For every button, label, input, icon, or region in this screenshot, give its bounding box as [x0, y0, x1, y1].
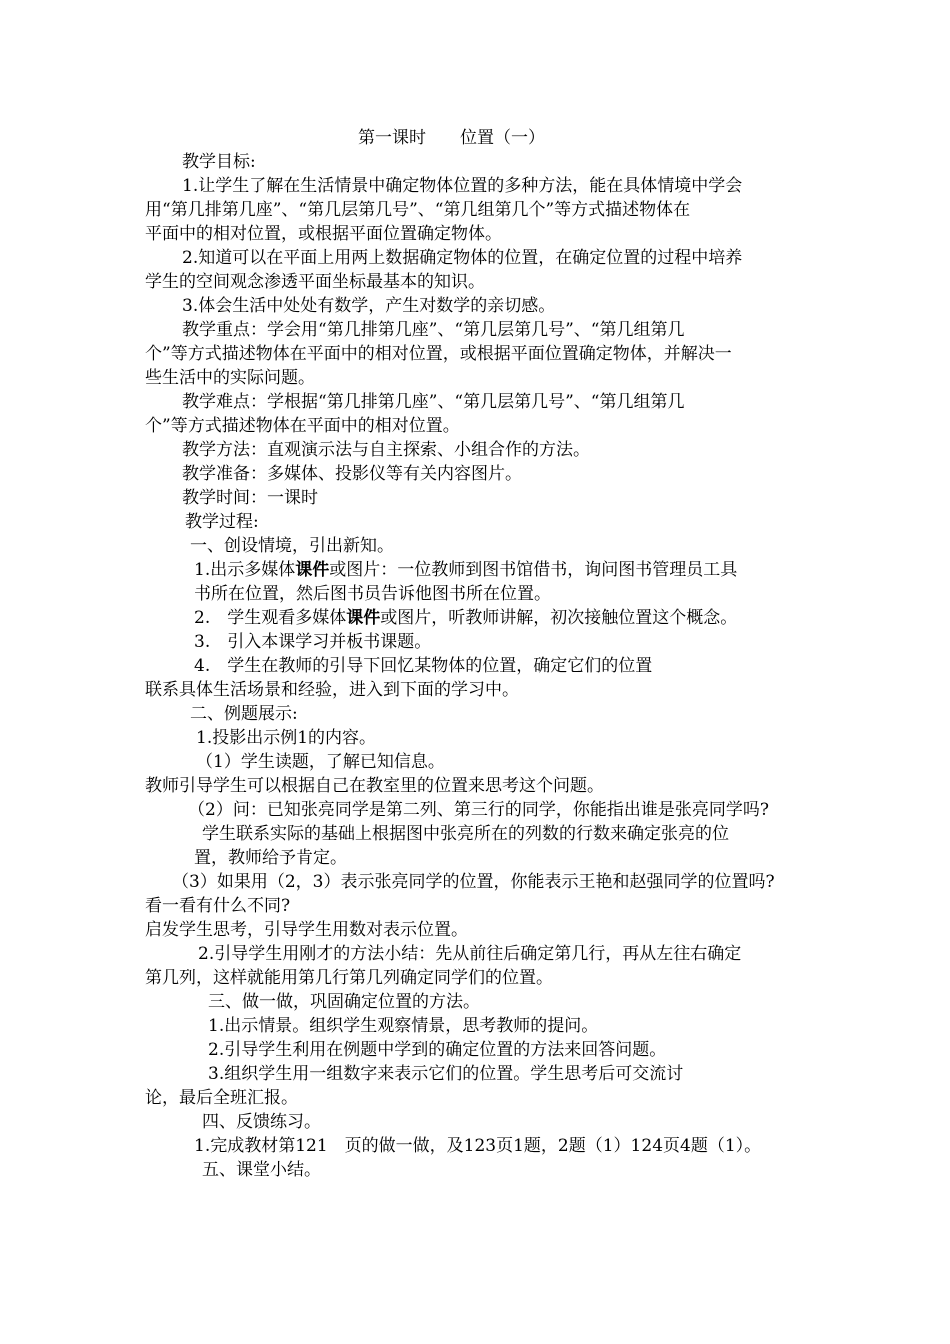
page-title: 第一课时 位置（一） [358, 128, 545, 148]
text-line: 启发学生思考，引导学生用数对表示位置。 [145, 920, 468, 940]
text-line: 置，教师给予肯定。 [194, 848, 347, 868]
text-line: 2.引导学生用刚才的方法小结：先从前往后确定第几行，再从左往右确定 [198, 944, 742, 964]
text-line: 2.引导学生利用在例题中学到的确定位置的方法来回答问题。 [208, 1040, 667, 1060]
bold-term: 课件 [295, 560, 330, 580]
text-line: 1.完成教材第121 页的做一做，及123页1题，2题（1）124页4题（1）。 [194, 1136, 762, 1156]
text-line: 教学准备：多媒体、投影仪等有关内容图片。 [182, 464, 522, 484]
text-span: 1.出示多媒体 [194, 560, 296, 580]
text-line: 个”等方式描述物体在平面中的相对位置，或根据平面位置确定物体，并解决一 [145, 344, 732, 364]
text-line: 教学过程: [185, 512, 259, 532]
text-line: 4. 学生在教师的引导下回忆某物体的位置，确定它们的位置 [194, 656, 653, 676]
text-line: 教学方法：直观演示法与自主探索、小组合作的方法。 [182, 440, 590, 460]
text-span: 或图片，听教师讲解，初次接触位置这个概念。 [380, 608, 738, 628]
text-line: 3.体会生活中处处有数学，产生对数学的亲切感。 [182, 296, 556, 316]
text-line: 学生联系实际的基础上根据图中张亮所在的列数的行数来确定张亮的位 [202, 824, 729, 844]
text-line: 个”等方式描述物体在平面中的相对位置。 [145, 416, 460, 436]
text-line: 平面中的相对位置，或根据平面位置确定物体。 [145, 224, 502, 244]
bold-term: 课件 [346, 608, 381, 628]
text-line: 3. 引入本课学习并板书课题。 [194, 632, 432, 652]
text-line: 三、做一做，巩固确定位置的方法。 [208, 992, 480, 1012]
text-line: 教学目标: [182, 152, 256, 172]
text-line-with-bold [194, 558, 737, 582]
text-line: （2）问：已知张亮同学是第二列、第三行的同学，你能指出谁是张亮同学吗? [188, 800, 769, 820]
text-span: 2. 学生观看多媒体 [194, 608, 347, 628]
text-line: 第几列，这样就能用第几行第几列确定同学们的位置。 [145, 968, 553, 988]
text-line: 二、例题展示: [190, 704, 298, 724]
text-line: 教学重点：学会用“第几排第几座”、“第几层第几号”、“第几组第几 [182, 320, 685, 340]
text-line: 联系具体生活场景和经验，进入到下面的学习中。 [145, 680, 519, 700]
text-line: 1.投影出示例1的内容。 [196, 728, 377, 748]
text-line: （1）学生读题，了解已知信息。 [196, 752, 445, 772]
text-line: 教学时间：一课时 [182, 488, 318, 508]
text-line: 教师引导学生可以根据自己在教室里的位置来思考这个问题。 [145, 776, 604, 796]
text-line-with-bold [194, 606, 737, 630]
text-line: 学生的空间观念渗透平面坐标最基本的知识。 [145, 272, 485, 292]
text-line: 用“第几排第几座”、“第几层第几号”、“第几组第几个”等方式描述物体在 [145, 200, 691, 220]
text-line: 1.让学生了解在生活情景中确定物体位置的多种方法，能在具体情境中学会 [182, 176, 743, 196]
text-line: 些生活中的实际问题。 [145, 368, 315, 388]
text-line: 看一看有什么不同? [145, 896, 291, 916]
text-line: 2.知道可以在平面上用两上数据确定物体的位置，在确定位置的过程中培养 [182, 248, 743, 268]
text-line: 1.出示情景。组织学生观察情景，思考教师的提问。 [208, 1016, 599, 1036]
text-line: 论，最后全班汇报。 [145, 1088, 298, 1108]
text-span: 或图片：一位教师到图书馆借书，询问图书管理员工具 [329, 560, 738, 580]
text-line: 五、课堂小结。 [202, 1160, 321, 1180]
text-line: （3）如果用（2，3）表示张亮同学的位置，你能表示王艳和赵强同学的位置吗? [172, 872, 775, 892]
text-line: 书所在位置，然后图书员告诉他图书所在位置。 [194, 584, 551, 604]
text-line: 四、反馈练习。 [202, 1112, 321, 1132]
text-line: 3.组织学生用一组数字来表示它们的位置。学生思考后可交流讨 [208, 1064, 684, 1084]
text-line: 一、创设情境，引出新知。 [190, 536, 394, 556]
text-line: 教学难点：学根据“第几排第几座”、“第几层第几号”、“第几组第几 [182, 392, 685, 412]
